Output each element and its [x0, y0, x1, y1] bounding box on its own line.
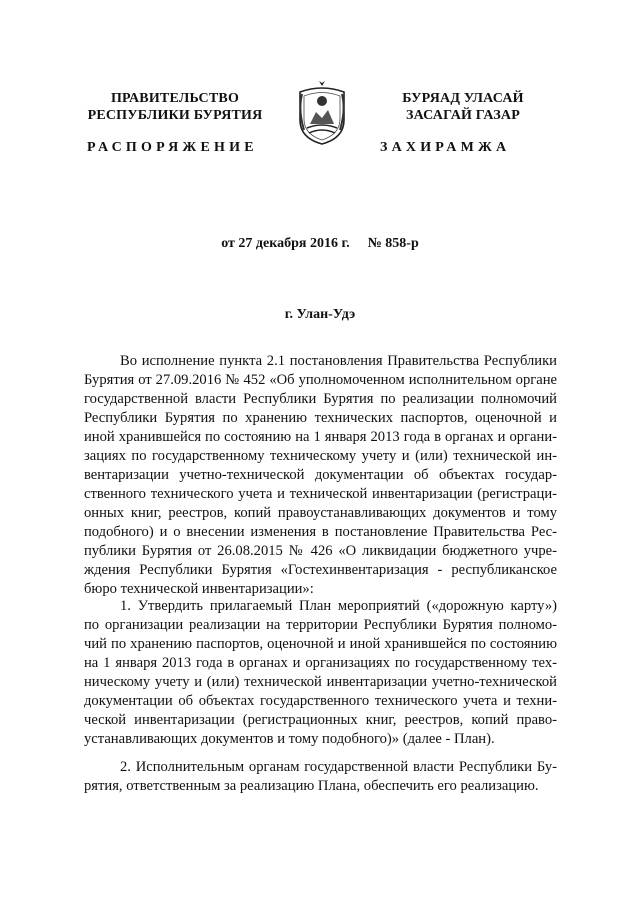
header-right-line: ЗАСАГАЙ ГАЗАР: [405, 108, 520, 123]
paragraph-line: устанавливающих документов и тому подобного)» (далее - План).: [84, 731, 495, 747]
paragraph-line: Во исполнение пункта 2.1 постановления Правительства Республики: [120, 353, 557, 369]
paragraph-line: публики Бурятия от 26.08.2015 № 426 «О ликвидации бюджетного учре-: [84, 543, 557, 559]
header-left-line: ПРАВИТЕЛЬСТВО: [110, 91, 240, 106]
paragraph-line: на 1 января 2013 года в органах и организациях по государственному тех-: [84, 655, 557, 671]
header-right-line: БУРЯАД УЛАСАЙ: [402, 91, 524, 106]
paragraph-line: государственной власти Республики Бурятия по реализации полномочий: [84, 391, 557, 407]
paragraph-line: ственного технического учета и технической инвентаризации (регистраци-: [84, 486, 557, 502]
header-right: [368, 90, 558, 124]
paragraph-line: иной хранившейся по состоянию на 1 января 2013 года в органах и органи-: [84, 429, 557, 445]
paragraph-line: ческой инвентаризации (регистрационных книг, реестров, копий право-: [84, 712, 557, 728]
paragraph-line: зациях по государственному техническому учету и (или) технической ин-: [84, 448, 557, 464]
paragraph-line: чий по хранению паспортов, оценочной и иной хранившейся по состоянию: [84, 636, 557, 652]
paragraph-line: ническому учету и (или) технической инвентаризации учетно-технической: [84, 674, 557, 690]
paragraph-line: по организации реализации на территории Республики Бурятия полномо-: [84, 617, 557, 633]
paragraph-item-1: [84, 597, 557, 749]
paragraph-line: ждения Республики Бурятия «Гостехинвентаризация - республиканское: [84, 562, 557, 578]
document-type-bua: ЗАХИРАМЖА: [380, 140, 511, 155]
header-left-line: РЕСПУБЛИКИ БУРЯТИЯ: [87, 108, 263, 123]
paragraph-line: документации об объектах государственного технического учета и техни-: [84, 693, 557, 709]
coat-of-arms-icon: [296, 80, 348, 146]
paragraph-line: 1. Утвердить прилагаемый План мероприятий («дорожную карту»): [120, 598, 557, 614]
paragraph-line: Республики Бурятия по хранению технических паспортов, оценочной и: [84, 410, 557, 426]
paragraph-line: подобного) и о внесении изменения в постановление Правительства Рес-: [84, 524, 557, 540]
document-date: от 27 декабря 2016 г.: [221, 236, 350, 251]
paragraph-preamble: [84, 352, 557, 599]
paragraph-line: Бурятия от 27.09.2016 № 452 «Об уполномоченном исполнительном органе: [84, 372, 557, 388]
paragraph-item-2: [84, 758, 557, 796]
paragraph-line: рятия, ответственным за реализацию Плана, обеспечить его реализацию.: [84, 778, 539, 794]
document-type-ru: РАСПОРЯЖЕНИЕ: [87, 140, 258, 155]
document-city: г. Улан-Удэ: [284, 307, 356, 322]
paragraph-line: бюро технической инвентаризации»:: [84, 581, 314, 597]
document-date-number: [0, 236, 640, 252]
document-number: № 858-р: [367, 236, 419, 251]
paragraph-line: 2. Исполнительным органам государственной власти Республики Бу-: [120, 759, 557, 775]
paragraph-line: онных книг, реестров, копий правоустанавливающих документов и тому: [84, 505, 557, 521]
paragraph-line: вентаризации учетно-технической документации об объектах государ-: [84, 467, 557, 483]
header-left: [80, 90, 270, 124]
